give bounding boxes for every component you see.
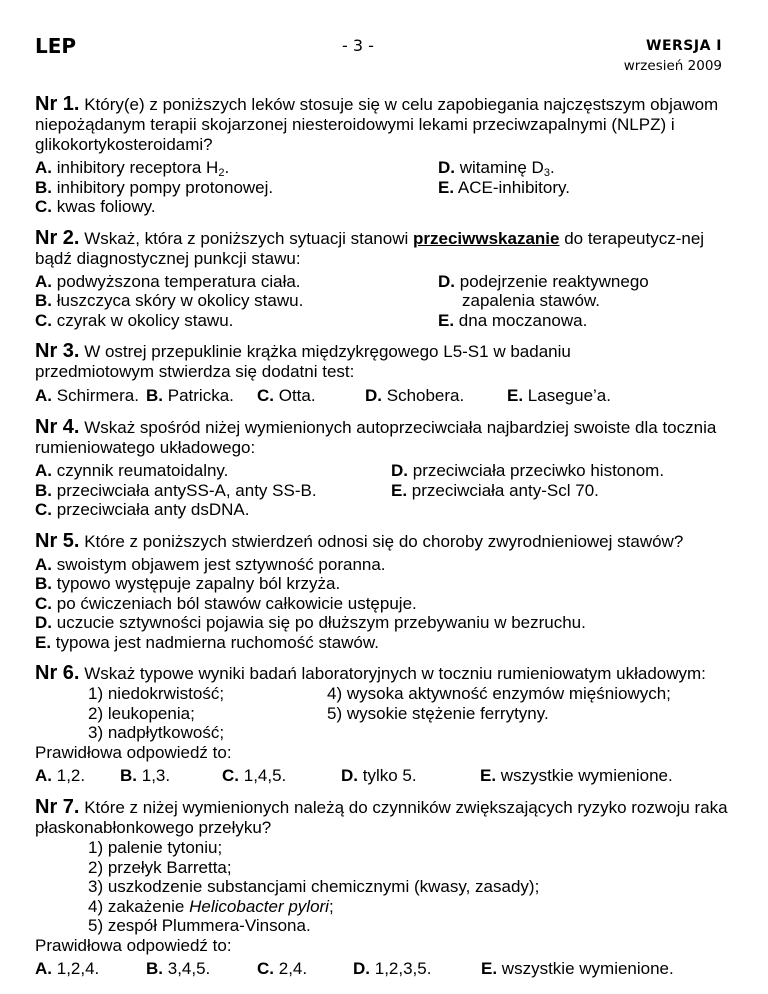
option-b[interactable]: B. 3,4,5.	[146, 959, 211, 978]
option-d[interactable]: D. przeciwciała przeciwko histonom.	[391, 461, 665, 480]
option-a[interactable]: A. swoistym objawem jest sztywność poranna.	[35, 554, 386, 574]
item-1: 1) palenie tytoniu;	[88, 838, 223, 857]
question-4: Nr 4. Wskaż spośród niżej wymienionych autoprzeciwciała najbardziej swoiste dla tocznia rumieniowatego układowego: A. czynnik reumatoidalny. D. przeciwciała przeciwko histonom. B. przeciwciała antySS-A, anty SS-B. E. przeciwciała anty-Scl 70. C. przeciwciała anty dsDNA.	[35, 416, 717, 519]
option-a[interactable]: A. czynnik reumatoidalny.	[35, 461, 229, 480]
question-number: Nr 7.	[35, 796, 80, 818]
page-number: - 3 -	[342, 36, 374, 55]
option-c[interactable]: C. przeciwciała anty dsDNA.	[35, 500, 250, 519]
option-c[interactable]: C. 1,4,5.	[222, 766, 287, 785]
item-2: 2) przełyk Barretta;	[88, 857, 232, 877]
item-3: 3) uszkodzenie substancjami chemicznymi (kwasy, zasady);	[88, 877, 540, 896]
question-1	[35, 94, 735, 217]
option-b[interactable]: B. Patricka.	[146, 386, 234, 405]
option-b[interactable]: B. inhibitory pompy protonowej.	[35, 177, 274, 197]
exam-date: wrzesień 2009	[623, 58, 722, 74]
option-d-continued: zapalenia stawów.	[462, 291, 600, 310]
option-d[interactable]: D. uczucie sztywności pojawia się po dłuższym przebywaniu w bezruchu.	[35, 613, 586, 632]
option-d[interactable]: D. Schobera.	[365, 386, 465, 405]
answer-prompt: Prawidłowa odpowiedź to:	[35, 935, 232, 955]
option-b[interactable]: B. łuszczyca skóry w okolicy stawu.	[35, 291, 304, 310]
option-c[interactable]: C. 2,4.	[257, 959, 308, 978]
version-label: WERSJA I	[646, 38, 722, 54]
keyword-contraindication: przeciwwskazanie	[413, 228, 560, 248]
option-e[interactable]: E. wszystkie wymienione.	[480, 766, 673, 785]
item-3: 3) nadpłytkowość;	[88, 723, 225, 742]
question-number: Nr 4.	[35, 416, 80, 438]
question-6: Nr 6. Wskaż typowe wyniki badań laboratoryjnych w toczniu rumieniowatym układowym: 1) niedokrwistość; 4) wysoka aktywność enzymów mięśniowych; 2) leukopenia; 5) wysokie stężenie ferrytyny. 3) nadpłytkowość; Prawidłowa odpowiedź to: A. 1,2. B. 1,3. C. 1,4,5. D. tylko 5. E. wszystkie wymienione.	[35, 663, 735, 786]
option-c[interactable]: C. po ćwiczeniach ból stawów całkowicie ustępuje.	[35, 593, 417, 613]
option-d[interactable]: D. tylko 5.	[341, 766, 417, 785]
option-e[interactable]: E. typowa jest nadmierna ruchomość stawów.	[35, 632, 379, 652]
option-b[interactable]: B. typowo występuje zapalny ból krzyża.	[35, 574, 341, 593]
question-number: Nr 3.	[35, 340, 80, 362]
question-2: Nr 2. Wskaż, która z poniższych sytuacji stanowi przeciwwskazanie do terapeutycz-nej bądź diagnostycznej punkcji stawu: A. podwyższona temperatura ciała. D. podejrzenie reaktywnego B. łuszczyca skóry w okolicy stawu. zapalenia stawów. C. czyrak w okolicy stawu. E. dna moczanowa.	[35, 226, 705, 330]
question-number: Nr 2.	[35, 226, 80, 249]
option-a[interactable]: A. inhibitory receptora $H_2$.	[35, 158, 230, 179]
option-b[interactable]: B. przeciwciała antySS-A, anty SS-B.	[35, 480, 317, 500]
question-5: Nr 5. Które z poniższych stwierdzeń odnosi się do choroby zwyrodnieniowej stawów? A. swoistym objawem jest sztywność poranna. B. typowo występuje zapalny ból krzyża. C. po ćwiczeniach ból stawów całkowicie ustępuje. D. uczucie sztywności pojawia się po dłuższym przebywaniu w bezruchu. E. typowa jest nadmierna ruchomość stawów.	[35, 531, 735, 653]
item-5: 5) wysokie stężenie ferrytyny.	[327, 703, 549, 723]
exam-code: LEP	[35, 34, 77, 58]
question-7: Nr 7. Które z niżej wymienionych należą do czynników zwiększających ryzyko rozwoju raka płaskonabłonkowego przełyku? 1) palenie tytoniu; 2) przełyk Barretta; 3) uszkodzenie substancjami chemicznymi (kwasy, zasady); 4) zakażenie Helicobacter pylori; 5) zespół Plummera-Vinsona. Prawidłowa odpowiedź to: A. 1,2,4. B. 3,4,5. C. 2,4. D. 1,2,3,5. E. wszystkie wymienione.	[35, 797, 735, 979]
questions	[35, 94, 735, 990]
option-c[interactable]: C. czyrak w okolicy stawu.	[35, 310, 234, 330]
question-number: Nr 1.	[35, 93, 80, 115]
option-d[interactable]: D. podejrzenie reaktywnego	[438, 271, 649, 291]
option-d[interactable]: D. witaminę $D_3$.	[438, 158, 555, 179]
option-c[interactable]: C. kwas foliowy.	[35, 197, 156, 216]
option-b[interactable]: B. 1,3.	[120, 766, 171, 785]
option-a[interactable]: A. 1,2,4.	[35, 959, 100, 978]
option-e[interactable]: E. dna moczanowa.	[438, 310, 588, 330]
option-e[interactable]: E. ACE-inhibitory.	[438, 177, 570, 197]
option-e[interactable]: E. przeciwciała anty-Scl 70.	[391, 480, 599, 500]
option-a[interactable]: A. Schirmera.	[35, 386, 139, 405]
answer-prompt: Prawidłowa odpowiedź to:	[35, 742, 232, 762]
option-e[interactable]: E. Lasegue’a.	[507, 386, 611, 405]
option-a[interactable]: A. 1,2.	[35, 766, 86, 785]
item-1: 1) niedokrwistość;	[88, 684, 225, 703]
question-3: Nr 3. W ostrej przepuklinie krążka międzykręgowego L5-S1 w badaniu przedmiotowym stwierdza się dodatni test: A. Schirmera. B. Patricka. C. Otta. D. Schobera. E. Lasegue’a.	[35, 340, 611, 405]
question-number: Nr 6.	[35, 662, 80, 684]
option-a[interactable]: A. podwyższona temperatura ciała.	[35, 271, 301, 291]
question-text: Który(e) z poniższych leków stosuje się w celu zapobiegania najczęstszym objawom niepożądanym terapii skojarzonej niesteroidowymi lekami przeciwzapalnymi (NLPZ) i glikokortykosteroidami?	[35, 95, 719, 154]
option-e[interactable]: E. wszystkie wymienione.	[481, 959, 674, 978]
item-2: 2) leukopenia;	[88, 703, 195, 723]
item-4: 4) zakażenie Helicobacter pylori;	[88, 896, 334, 916]
option-c[interactable]: C. Otta.	[257, 386, 316, 405]
item-4: 4) wysoka aktywność enzymów mięśniowych;	[327, 684, 671, 703]
option-d[interactable]: D. 1,2,3,5.	[353, 959, 432, 978]
question-number: Nr 5.	[35, 529, 80, 552]
item-5: 5) zespół Plummera-Vinsona.	[88, 916, 311, 935]
